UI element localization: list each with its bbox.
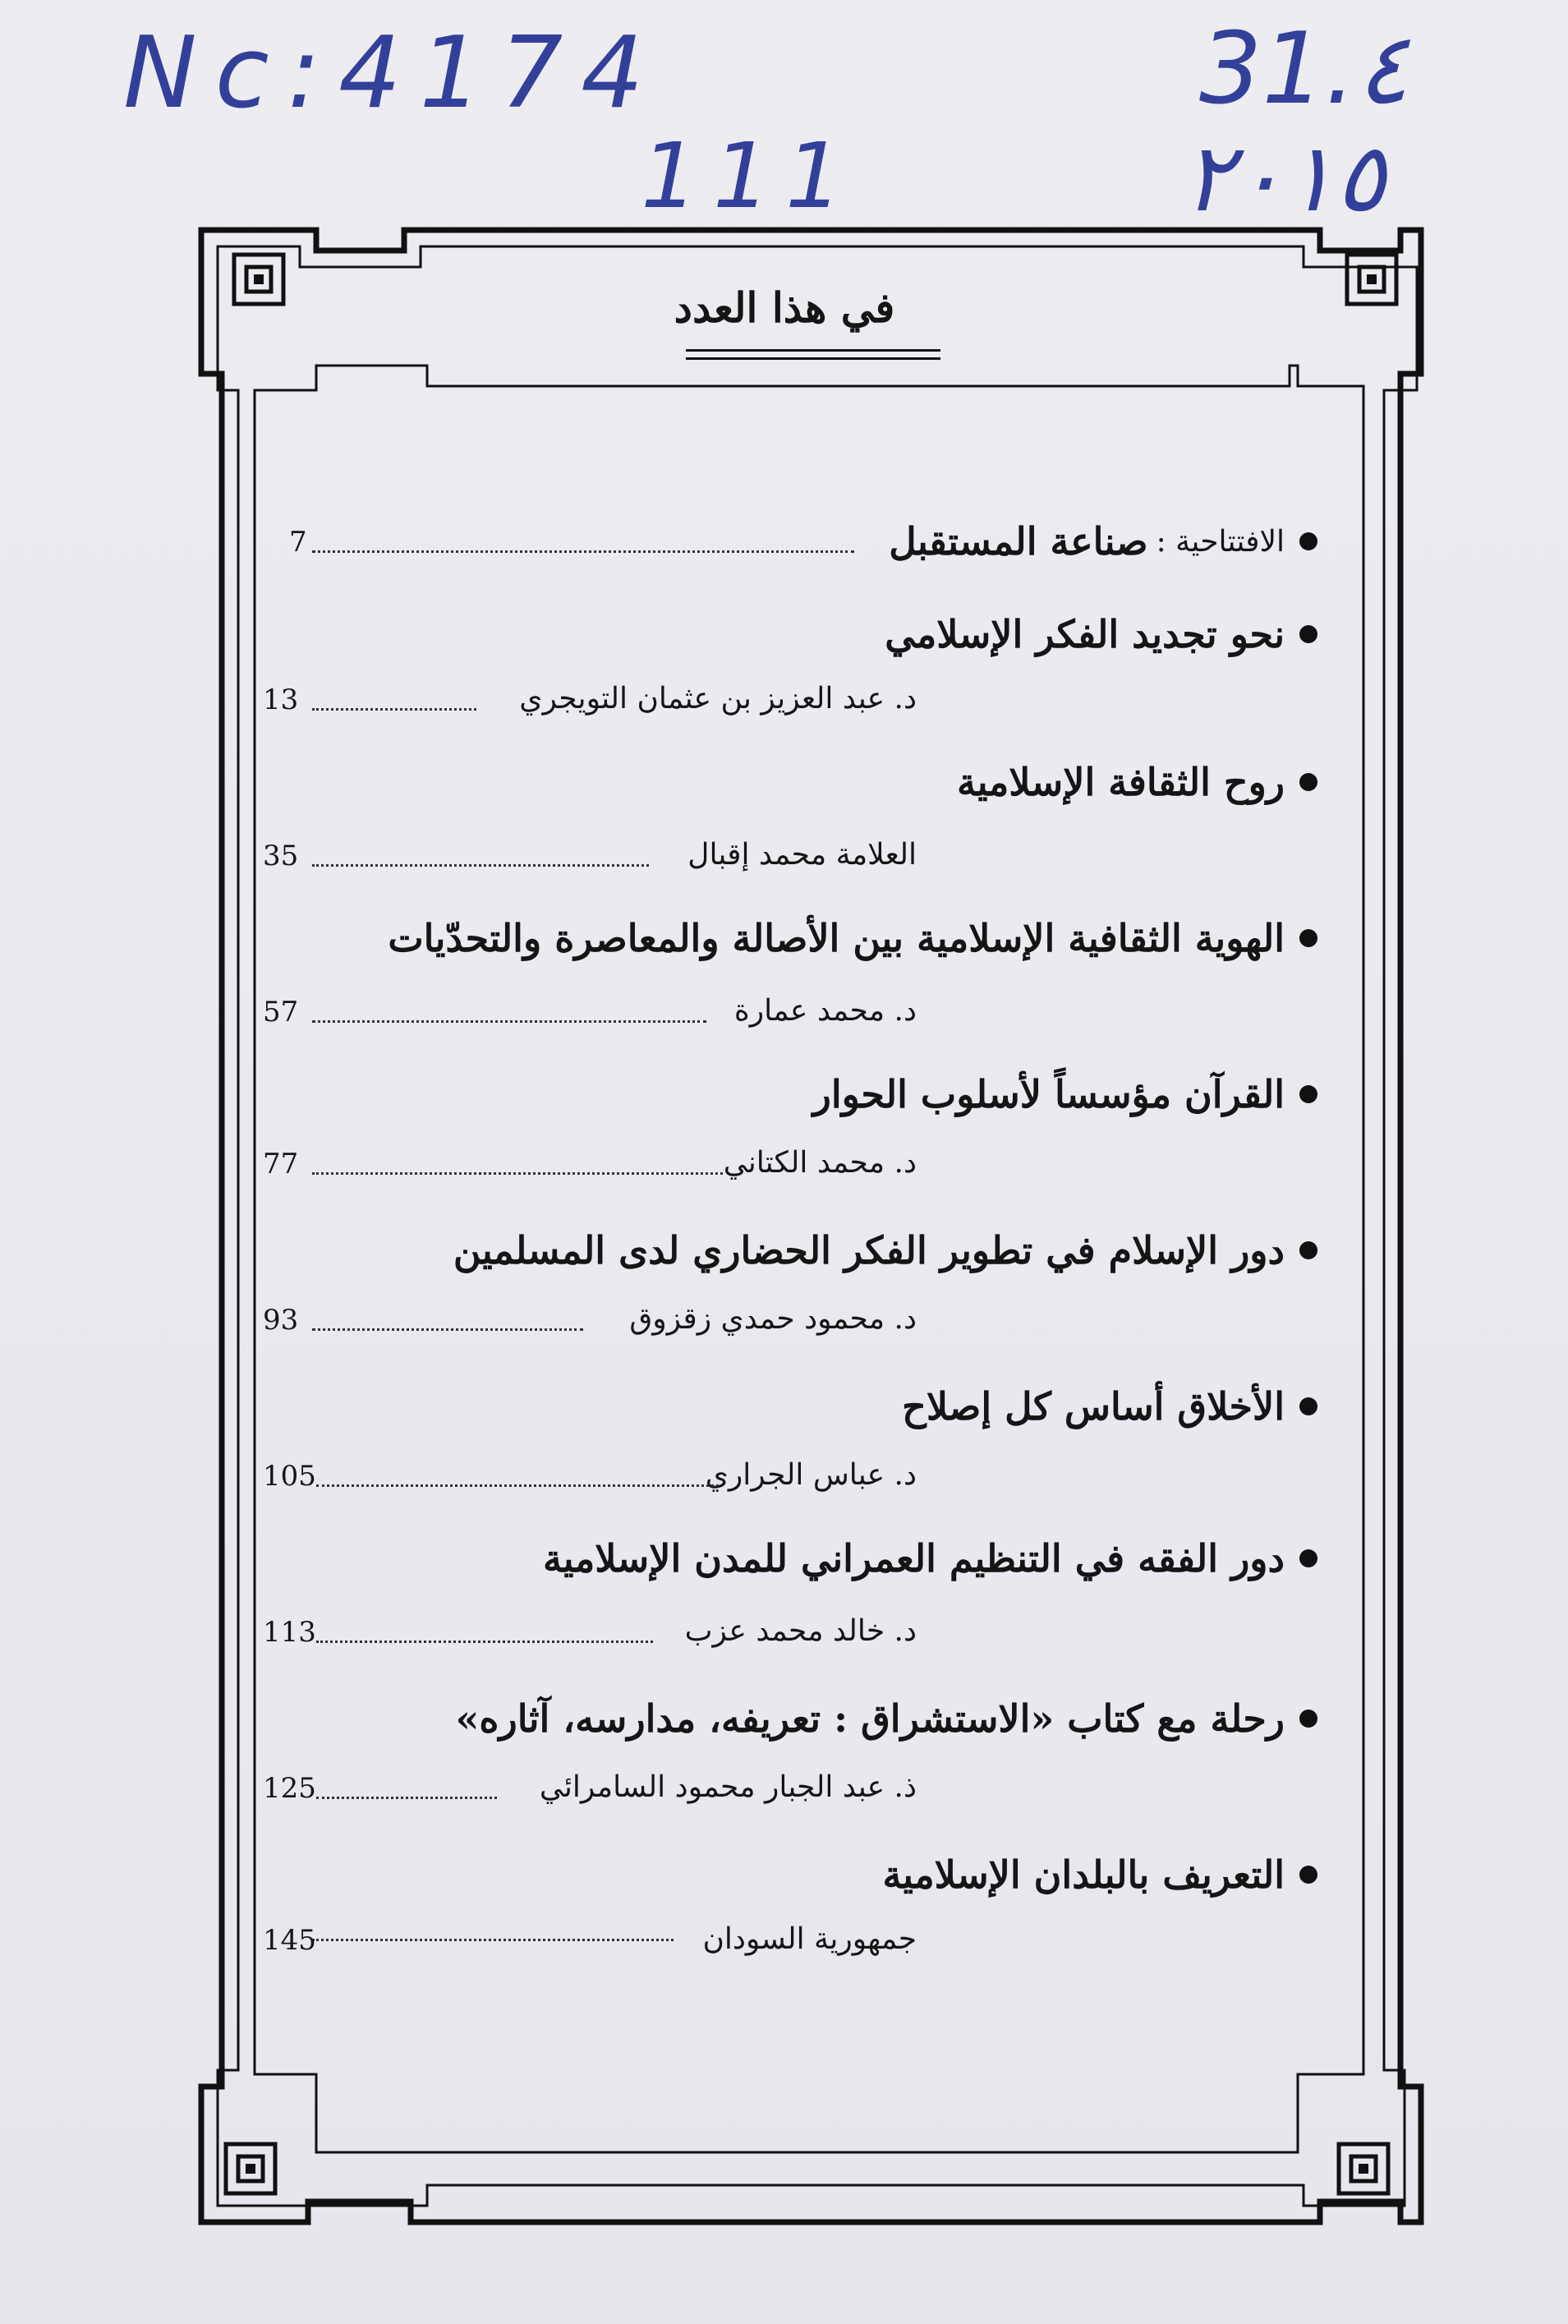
toc-entry-page: 35 (263, 840, 299, 872)
toc-entry-page: 93 (263, 1304, 299, 1337)
toc-entry-page: 77 (263, 1148, 299, 1180)
toc-entry-title-text: الهوية الثقافية الإسلامية بين الأصالة والمعاصرة والتحدّيات (388, 916, 1285, 960)
toc-entry-page: 113 (263, 1616, 316, 1649)
toc-entry-title-text: القرآن مؤسساً لأسلوب الحوار (812, 1072, 1285, 1116)
handwritten-reference: Nc:4174 (123, 16, 662, 131)
bullet-icon (1299, 1085, 1317, 1103)
toc-entry-author: د. محمد الكتاني (723, 1146, 917, 1180)
handwritten-number: 111 (641, 123, 858, 228)
toc-entry-title (456, 1696, 1317, 1741)
bullet-icon (1299, 773, 1317, 791)
toc-dot-leader (312, 1020, 706, 1023)
toc-entry-title (813, 1072, 1317, 1116)
toc-entry-title-text: التعريف بالبلدان الإسلامية (882, 1852, 1285, 1897)
toc-dot-leader (316, 1641, 653, 1643)
toc-entry-page: 105 (263, 1460, 316, 1493)
toc-entry-author: العلامة محمد إقبال (687, 838, 917, 872)
toc-dot-leader (316, 1484, 719, 1487)
bullet-icon (1299, 929, 1317, 947)
bullet-icon (1299, 1397, 1317, 1415)
bullet-icon (1299, 1241, 1317, 1259)
page-title: في هذا العدد (674, 283, 895, 332)
toc-entry-author: د. عباس الجراري (705, 1458, 917, 1492)
toc-entry-page: 125 (263, 1772, 316, 1805)
toc-entry-page: 13 (263, 683, 299, 716)
handwritten-date: 31.٤ (1199, 12, 1409, 127)
bullet-icon (1299, 1866, 1317, 1884)
toc-entry-page: 7 (289, 526, 307, 559)
toc-entry-title (885, 612, 1317, 656)
toc-entry-author: د. عبد العزيز بن عثمان التويجري (519, 682, 917, 716)
toc-entry-author: جمهورية السودان (702, 1922, 917, 1956)
toc-entry-author: د. خالد محمد عزب (684, 1614, 917, 1648)
toc-entry-page: 145 (263, 1924, 316, 1957)
toc-dot-leader (312, 864, 649, 867)
bullet-icon (1299, 625, 1317, 643)
toc-entry-title (889, 519, 1317, 564)
toc-entry-title-text: دور الإسلام في تطوير الفكر الحضاري لدى المسلمين (453, 1228, 1285, 1272)
toc-entry-author: د. محمد عمارة (733, 994, 917, 1028)
toc-entry-title-text: الأخلاق أساس كل إصلاح (902, 1384, 1285, 1429)
toc-entry-title (902, 1384, 1317, 1429)
toc-dot-leader (312, 550, 854, 553)
toc-entry-title-text: روح الثقافة الإسلامية (957, 760, 1285, 804)
toc-dot-leader (312, 1939, 674, 1941)
toc-entry-title-text: دور الفقه في التنظيم العمراني للمدن الإسلامية (543, 1536, 1285, 1581)
toc-dot-leader (316, 1797, 497, 1799)
toc-dot-leader (312, 1172, 723, 1175)
bullet-icon (1299, 532, 1317, 550)
toc-entry-author: ذ. عبد الجبار محمود السامرائي (539, 1770, 917, 1804)
toc-entry-title (882, 1852, 1317, 1897)
toc-entry-title (388, 916, 1317, 960)
toc-dot-leader (312, 1328, 583, 1331)
toc-entry-title-text: صناعة المستقبل (889, 519, 1148, 564)
handwritten-year: ٢٠١٥ (1183, 123, 1386, 233)
toc-entry-title-text: رحلة مع كتاب «الاستشراق : تعريفه، مدارسه، آثاره» (455, 1696, 1285, 1741)
bullet-icon (1299, 1549, 1317, 1567)
toc-entry-title (453, 1228, 1317, 1272)
toc-entry-author: د. محمود حمدي زقزوق (629, 1302, 917, 1336)
toc-entry-page: 57 (263, 996, 299, 1029)
bullet-icon (1299, 1710, 1317, 1728)
toc-entry-title (543, 1536, 1317, 1581)
toc-entry-prefix: الافتتاحية : (1156, 524, 1285, 559)
toc-dot-leader (312, 708, 476, 711)
toc-entry-title-text: نحو تجديد الفكر الإسلامي (885, 612, 1285, 656)
toc-entry-title (957, 760, 1317, 804)
